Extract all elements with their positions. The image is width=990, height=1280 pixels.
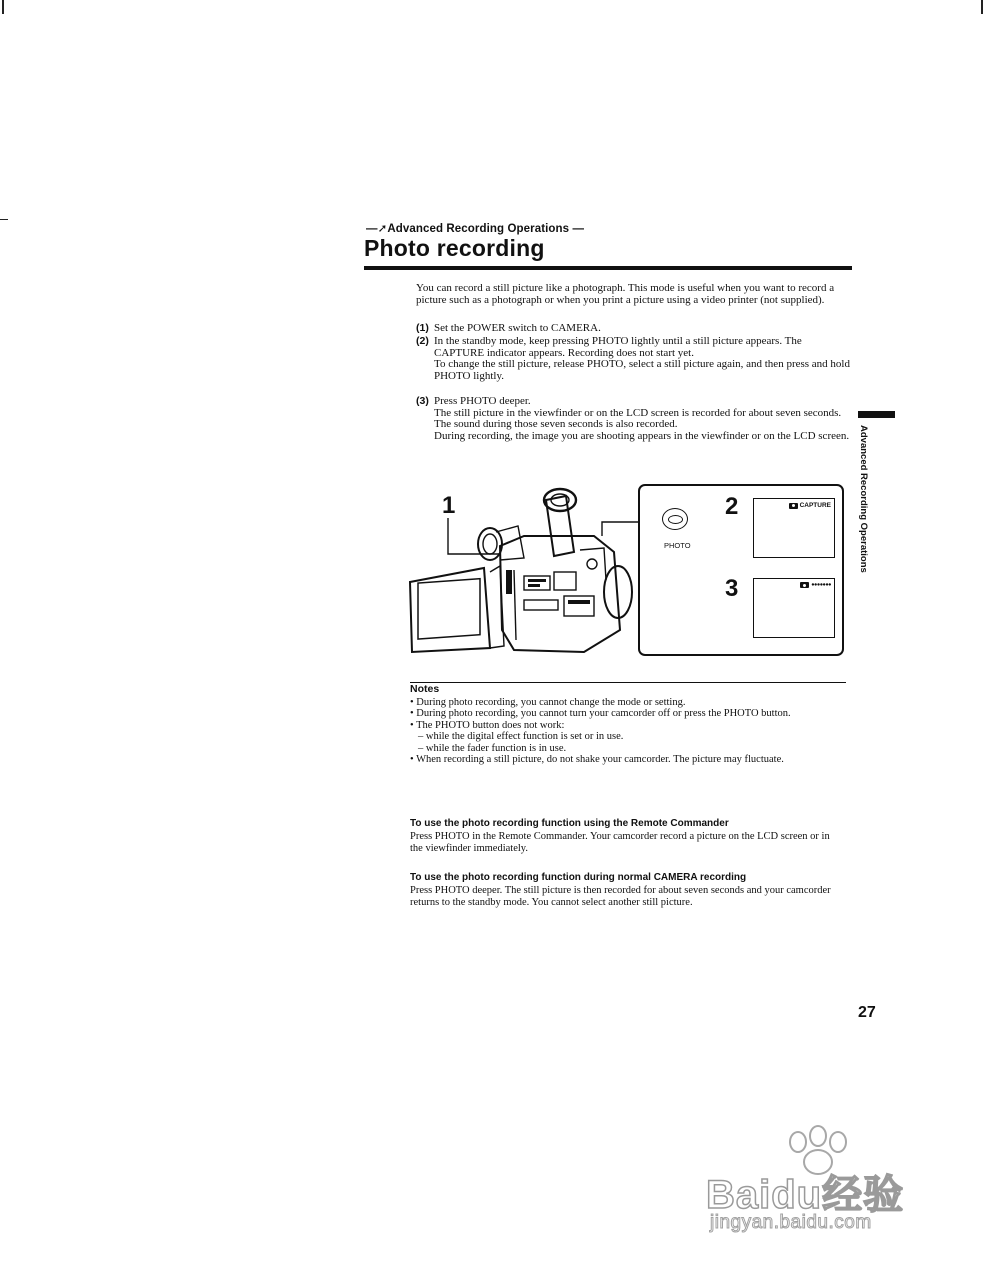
arrow-icon: —➚ bbox=[366, 223, 388, 235]
camera-icon bbox=[789, 503, 798, 509]
step-text: In the standby mode, keep pressing PHOTO lightly until a still picture appears. The CAPTURE indicator appears. Recording does not start yet. bbox=[434, 335, 802, 359]
figure-label-2: 2 bbox=[725, 493, 739, 520]
watermark-url: jingyan.baidu.com bbox=[710, 1212, 872, 1233]
step-text: Press PHOTO deeper. bbox=[434, 395, 531, 407]
page-number: 27 bbox=[858, 1004, 876, 1021]
screen-recording-display bbox=[753, 578, 835, 638]
capture-indicator-text: CAPTURE bbox=[799, 502, 831, 509]
figure-label-1: 1 bbox=[442, 492, 456, 519]
step-extra-text: During recording, the image you are shooting appears in the viewfinder or on the LCD screen. bbox=[434, 429, 850, 442]
section-label bbox=[366, 221, 584, 235]
screen-capture-display bbox=[753, 498, 835, 558]
step-extra-text: The still picture in the viewfinder or on the LCD screen is recorded for about seven seconds. The sound during those seven seconds is also recorded. bbox=[434, 406, 842, 431]
step-3 bbox=[416, 396, 852, 442]
step-1 bbox=[416, 323, 852, 335]
section-label-text: Advanced Recording Operations — bbox=[387, 223, 585, 235]
figure-label-3: 3 bbox=[725, 575, 739, 602]
scan-mark bbox=[2, 0, 4, 14]
step-number: (3) bbox=[416, 395, 429, 407]
step-2 bbox=[416, 336, 852, 382]
remote-commander-heading: To use the photo recording function using the Remote Commander bbox=[410, 818, 729, 829]
title-rule bbox=[364, 266, 852, 270]
side-tab-bar bbox=[858, 411, 895, 418]
scan-mark bbox=[981, 0, 983, 14]
intro-paragraph: You can record a still picture like a photograph. This mode is useful when you want to record a picture such as a photograph or when you print a picture using a video printer (not supplied). bbox=[416, 282, 835, 306]
notes-list bbox=[410, 697, 840, 765]
notes-heading: Notes bbox=[410, 683, 440, 695]
watermark-brand: Baidu经验 bbox=[706, 1173, 905, 1217]
side-tab-label: Advanced Recording Operations bbox=[858, 425, 869, 573]
note-subitem: – while the digital effect function is set or in use. bbox=[418, 731, 624, 743]
note-item: • During photo recording, you cannot change the mode or setting. bbox=[410, 697, 686, 708]
normal-recording-text: Press PHOTO deeper. The still picture is then recorded for about seven seconds and your camcorder returns to the standby mode. You cannot select another still picture. bbox=[410, 885, 831, 908]
camera-icon bbox=[800, 582, 809, 588]
remote-commander-text: Press PHOTO in the Remote Commander. Your camcorder record a picture on the LCD screen or in the viewfinder immediately. bbox=[410, 831, 830, 854]
step-number: (1) bbox=[416, 322, 429, 334]
recording-indicator-text: ●●●●●●● bbox=[811, 582, 831, 588]
photo-button-icon bbox=[662, 508, 688, 530]
capture-indicator bbox=[789, 502, 831, 509]
step-number: (2) bbox=[416, 335, 429, 347]
step-text: Set the POWER switch to CAMERA. bbox=[434, 322, 601, 334]
note-item: • During photo recording, you cannot turn your camcorder off or press the PHOTO button. bbox=[410, 708, 791, 720]
recording-indicator bbox=[800, 582, 831, 588]
photo-button-label: PHOTO bbox=[664, 541, 691, 550]
page-title: Photo recording bbox=[364, 235, 545, 261]
note-item: • When recording a still picture, do not shake your camcorder. The picture may fluctuate. bbox=[410, 754, 784, 766]
step-extra-text: To change the still picture, release PHOTO, select a still picture again, and then press and hold PHOTO lightly. bbox=[434, 358, 850, 382]
scan-mark bbox=[0, 219, 8, 220]
note-subitem: – while the fader function is in use. bbox=[418, 742, 567, 754]
notes-rule bbox=[410, 682, 846, 683]
normal-recording-heading: To use the photo recording function during normal CAMERA recording bbox=[410, 872, 747, 883]
note-item: • The PHOTO button does not work: bbox=[410, 719, 565, 731]
